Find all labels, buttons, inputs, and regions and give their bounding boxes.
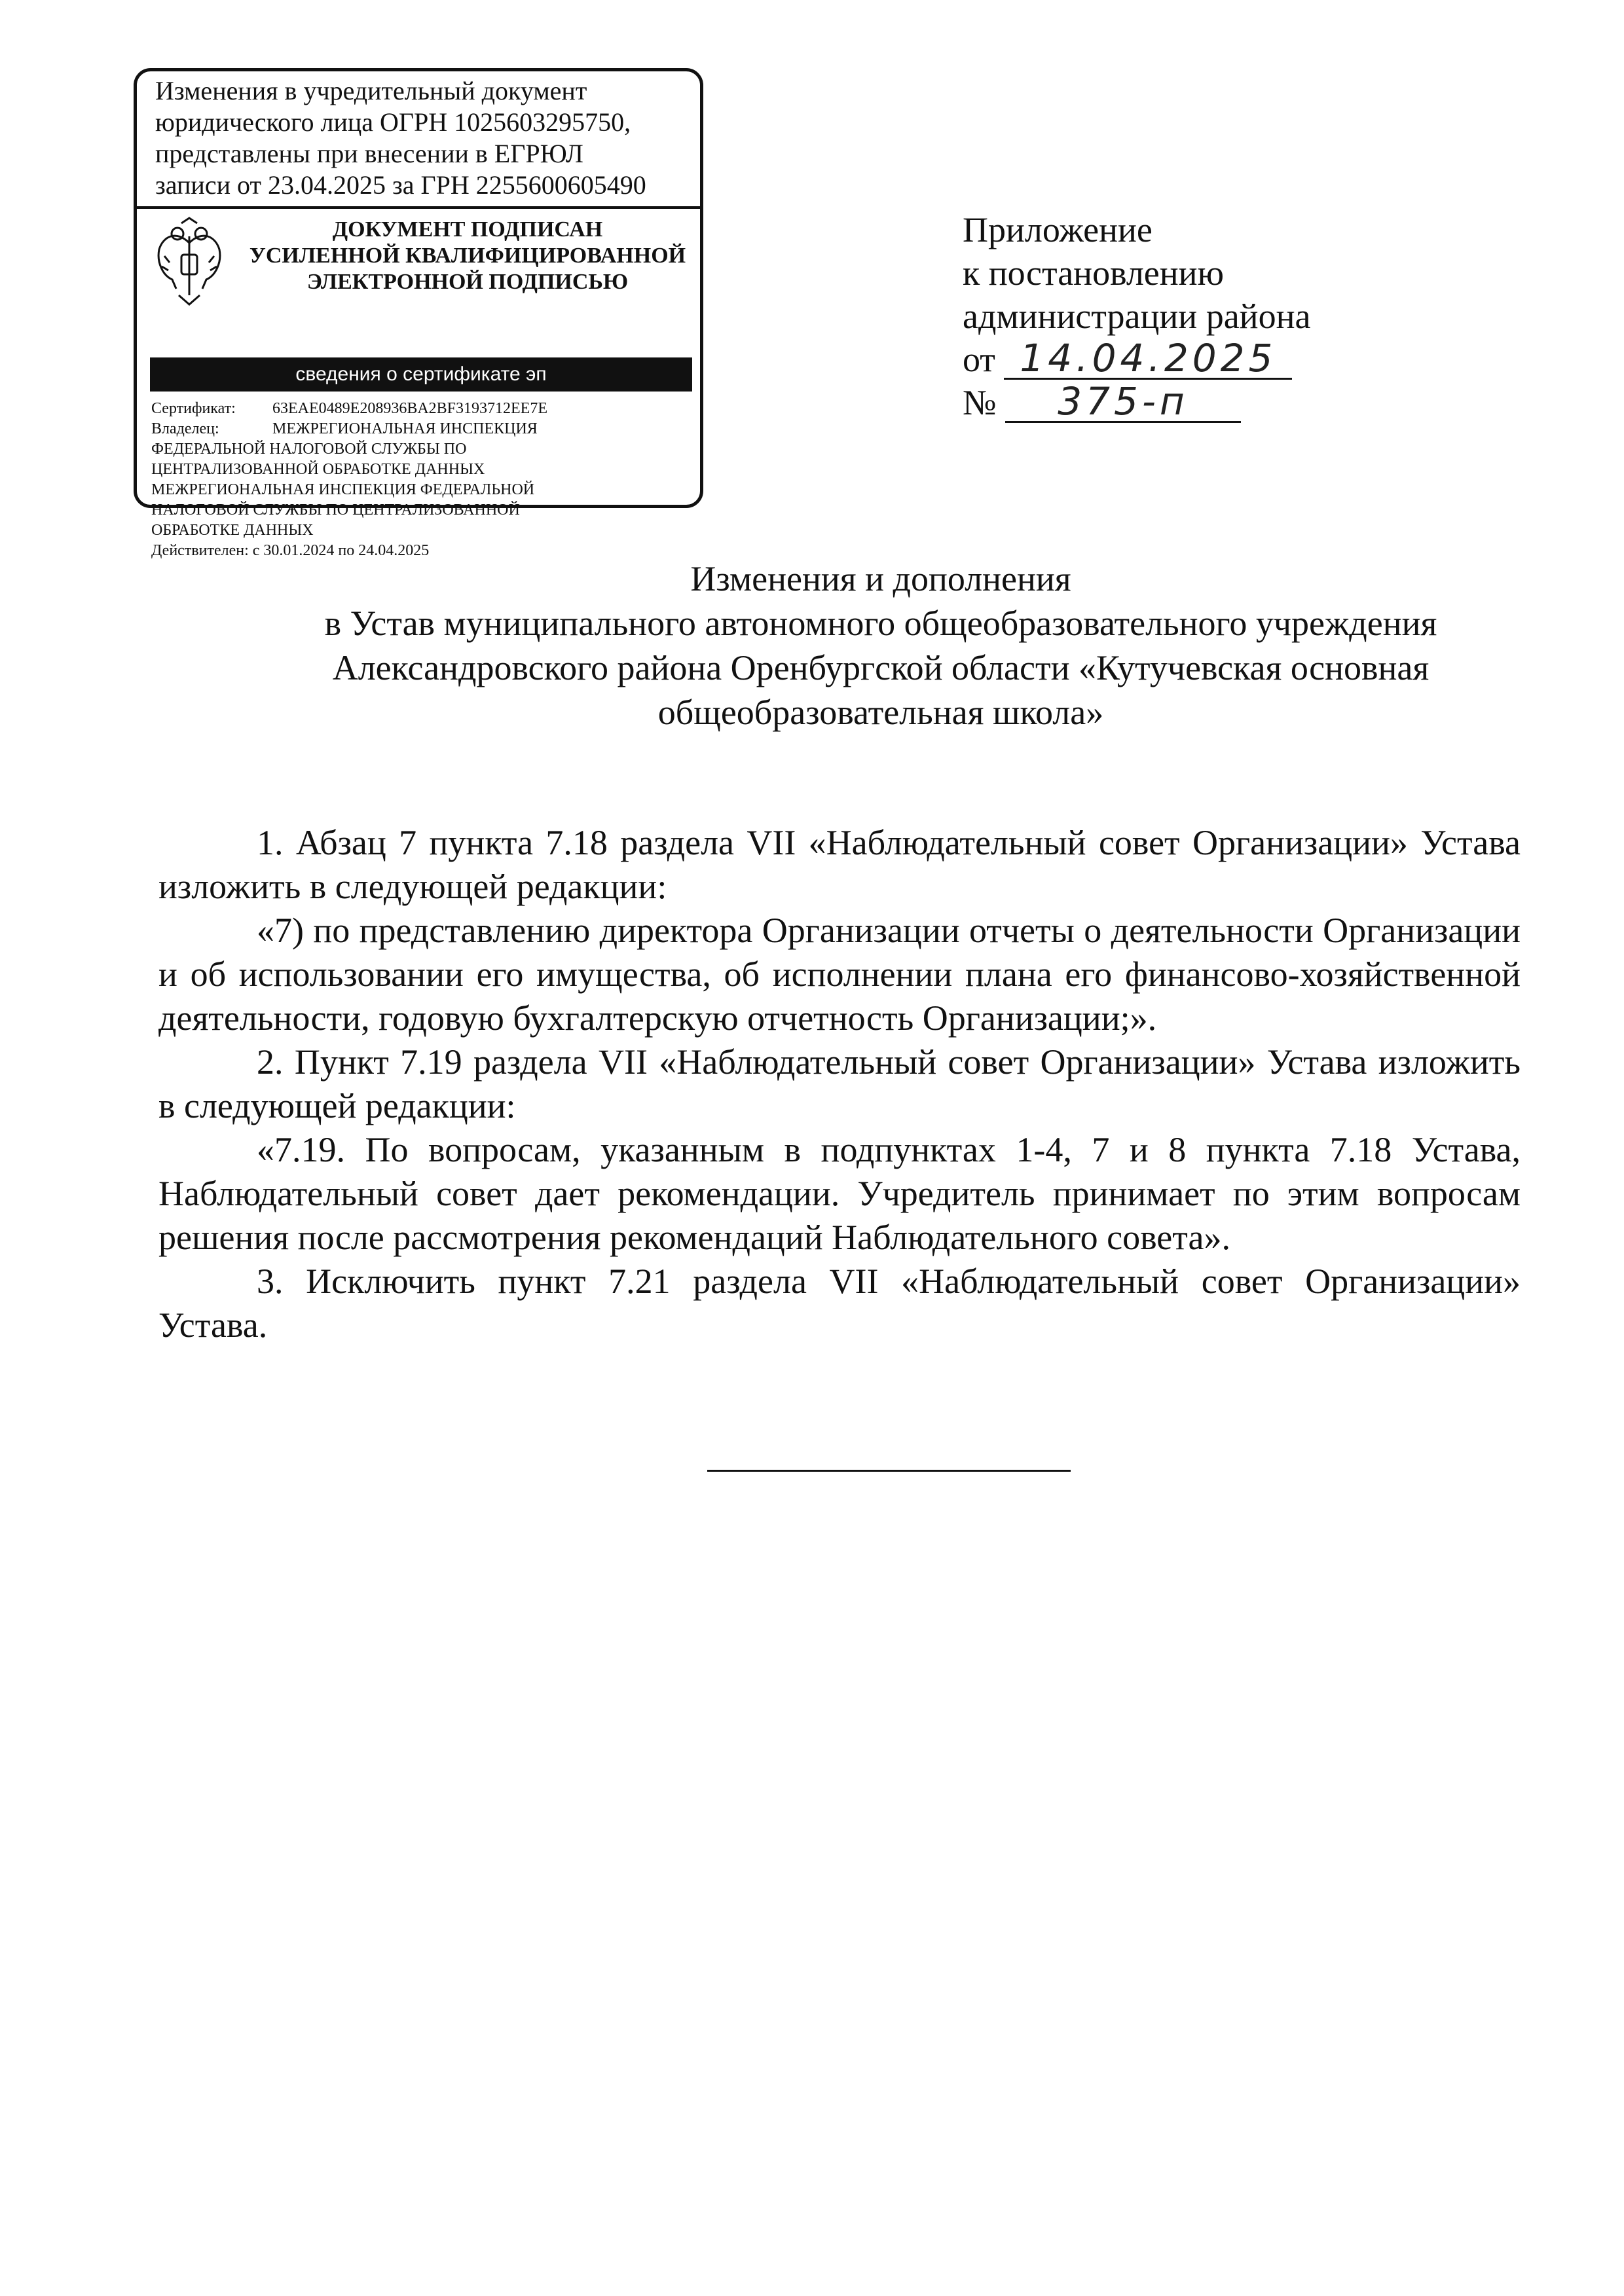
title-line: в Устав муниципального автономного общеобразовательного учреждения: [324, 604, 1437, 643]
signed-line: ЭЛЕКТРОННОЙ ПОДПИСЬЮ: [306, 270, 629, 294]
owner-line: МЕЖРЕГИОНАЛЬНАЯ ИНСПЕКЦИЯ: [272, 420, 538, 437]
owner-line: НАЛОГОВОЙ СЛУЖБЫ ПО ЦЕНТРАЛИЗОВАННОЙ: [151, 501, 520, 519]
appendix-block: [963, 208, 1434, 424]
appendix-line: к постановлению: [963, 253, 1224, 293]
document-body: [158, 821, 1521, 1347]
date-prefix: от: [963, 340, 995, 379]
body-paragraph: «7) по представлению директора Организации отчеты о деятельности Организации и об использовании его имущества, об исполнении плана его финансово-хозяйственной деятельности, годовую бухгалтерскую отчетность Организации;».: [158, 911, 1521, 1038]
validity-period: Действителен: с 30.01.2024 по 24.04.2025: [151, 542, 430, 559]
handwritten-date: 14.04.2025: [1004, 338, 1292, 380]
body-paragraph: 3. Исключить пункт 7.21 раздела VII «Наблюдательный совет Организации» Устава.: [158, 1262, 1521, 1345]
owner-row: [151, 419, 701, 439]
number-prefix: №: [963, 383, 997, 422]
certificate-row: [151, 399, 701, 419]
title-line: Александровского района Оренбургской области «Кутучевская основная: [332, 648, 1430, 687]
owner-line: ОБРАБОТКЕ ДАННЫХ: [151, 522, 314, 539]
handwritten-number: 375-п: [1005, 382, 1241, 423]
signed-notice: [235, 217, 700, 295]
signed-line: ДОКУМЕНТ ПОДПИСАН: [332, 217, 603, 242]
title-line: Изменения и дополнения: [690, 559, 1071, 598]
registration-line: представлены при внесении в ЕГРЮЛ: [155, 139, 583, 168]
owner-line: МЕЖРЕГИОНАЛЬНАЯ ИНСПЕКЦИЯ ФЕДЕРАЛЬНОЙ: [151, 481, 535, 498]
owner-line: ФЕДЕРАЛЬНОЙ НАЛОГОВОЙ СЛУЖБЫ ПО: [151, 441, 467, 458]
body-paragraph: 2. Пункт 7.19 раздела VII «Наблюдательный совет Организации» Устава изложить в следующей редакции:: [158, 1042, 1521, 1125]
body-paragraph: 1. Абзац 7 пункта 7.18 раздела VII «Наблюдательный совет Организации» Устава изложить в следующей редакции:: [158, 823, 1521, 906]
stamp-divider: [137, 206, 700, 209]
certificate-info-bar: сведения о сертификате эп: [150, 357, 692, 392]
closing-line: [707, 1470, 1071, 1472]
registration-line: записи от 23.04.2025 за ГРН 2255600605490: [155, 170, 646, 200]
registration-line: Изменения в учредительный документ: [155, 76, 587, 105]
owner-label: Владелец:: [151, 420, 219, 437]
certificate-value: 63EAE0489E208936BA2BF3193712EE7E: [272, 400, 547, 417]
document-title: [164, 556, 1598, 735]
registration-note: [155, 75, 699, 201]
certificate-details: [151, 399, 701, 561]
signed-line: УСИЛЕННОЙ КВАЛИФИЦИРОВАННОЙ: [249, 244, 686, 268]
title-line: общеобразовательная школа»: [657, 693, 1104, 732]
appendix-line: Приложение: [963, 210, 1153, 249]
e-signature-stamp: [134, 68, 703, 559]
body-paragraph: «7.19. По вопросам, указанным в подпунктах 1-4, 7 и 8 пункта 7.18 Устава, Наблюдательный совет дает рекомендации. Учредитель принимает по этим вопросам решения после рассмотрения рекомендаций Наблюдательного совета».: [158, 1130, 1521, 1257]
double-headed-eagle-emblem-icon: [150, 217, 229, 308]
owner-line: ЦЕНТРАЛИЗОВАННОЙ ОБРАБОТКЕ ДАННЫХ: [151, 461, 485, 478]
appendix-date-row: [963, 338, 1434, 381]
registration-line: юридического лица ОГРН 1025603295750,: [155, 107, 631, 137]
appendix-number-row: [963, 381, 1434, 424]
certificate-label: Сертификат:: [151, 400, 236, 417]
appendix-line: администрации района: [963, 297, 1311, 336]
